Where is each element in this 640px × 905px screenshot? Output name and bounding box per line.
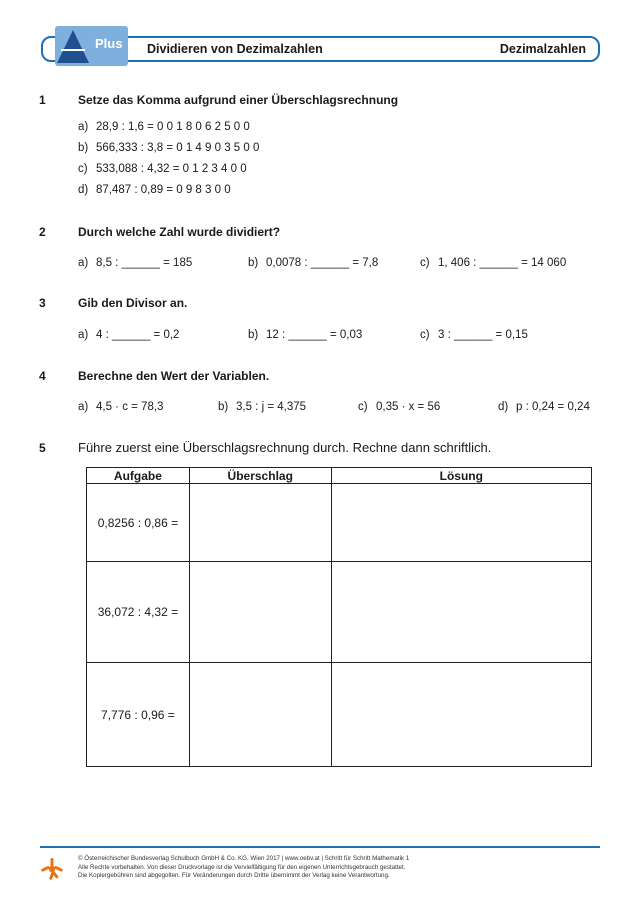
plus-logo [55, 26, 128, 70]
logo-text: Plus [95, 36, 123, 51]
table-row [87, 562, 592, 663]
task-item: b) 12 : ______ = 0,03 [248, 329, 363, 341]
task-cell: 7,776 : 0,96 = [87, 663, 190, 767]
task-title: Setze das Komma aufgrund einer Überschlagsrechnung [78, 93, 399, 107]
estimate-cell[interactable] [189, 562, 331, 663]
task-item: b) 566,333 : 3,8 = 0 1 4 9 0 3 5 0 0 [78, 142, 260, 154]
table-header-row [87, 468, 592, 484]
estimate-cell[interactable] [189, 484, 331, 562]
task-item: c) 3 : ______ = 0,15 [420, 329, 528, 341]
footer-divider [40, 846, 600, 848]
column-header: Überschlag [189, 468, 331, 484]
estimate-cell[interactable] [189, 663, 331, 767]
task-item: c) 533,088 : 4,32 = 0 1 2 3 4 0 0 [78, 163, 247, 175]
page-title: Dividieren von Dezimalzahlen [147, 42, 323, 56]
task-item: d) p : 0,24 = 0,24 [498, 401, 590, 413]
task-item: a) 4 : ______ = 0,2 [78, 329, 180, 341]
solution-cell[interactable] [331, 663, 591, 767]
task-number: 1 [39, 93, 46, 107]
task-number: 4 [39, 369, 46, 383]
task-title: Berechne den Wert der Variablen. [78, 369, 270, 383]
task-cell: 0,8256 : 0,86 = [87, 484, 190, 562]
task-number: 2 [39, 225, 46, 239]
copyright-notice: © Österreichischer Bundesverlag Schulbuch GmbH & Co. KG, Wien 2017 | www.oebv.at | Schritt für Schritt Mathematik 1 Alle Rechte vorbehalten. Von dieser Druckvorlage ist die Vervielfältigung für den eigenen Unterrichtsgebrauch gestattet. Die Kopiergebühren sind abgegolten. Für Veränderungen durch Dritte übernimmt der Verlag keine Verantwortung. [78, 855, 410, 880]
table-row [87, 484, 592, 562]
task-item: d) 87,487 : 0,89 = 0 9 8 3 0 0 [78, 184, 231, 196]
task-number: 5 [39, 441, 46, 455]
column-header: Aufgabe [87, 468, 190, 484]
solution-table [86, 467, 592, 767]
solution-cell[interactable] [331, 562, 591, 663]
task-title: Durch welche Zahl wurde dividiert? [78, 225, 281, 239]
task-item: b) 3,5 : j = 4,375 [218, 401, 307, 413]
oebv-star-icon [40, 857, 64, 881]
task-number: 3 [39, 296, 46, 310]
page-topic: Dezimalzahlen [499, 42, 586, 56]
task-item: b) 0,0078 : ______ = 7,8 [248, 257, 379, 269]
task-item: c) 0,35 · x = 56 [358, 401, 441, 413]
task-cell: 36,072 : 4,32 = [87, 562, 190, 663]
task-item: a) 28,9 : 1,6 = 0 0 1 8 0 6 2 5 0 0 [78, 121, 250, 133]
solution-cell[interactable] [331, 484, 591, 562]
column-header: Lösung [331, 468, 591, 484]
task-item: c) 1, 406 : ______ = 14 060 [420, 257, 567, 269]
task-item: a) 8,5 : ______ = 185 [78, 257, 193, 269]
task-title: Gib den Divisor an. [78, 296, 188, 310]
task-item: a) 4,5 · c = 78,3 [78, 401, 164, 413]
task-title: Führe zuerst eine Überschlagsrechnung durch. Rechne dann schriftlich. [78, 440, 492, 455]
table-row [87, 663, 592, 767]
